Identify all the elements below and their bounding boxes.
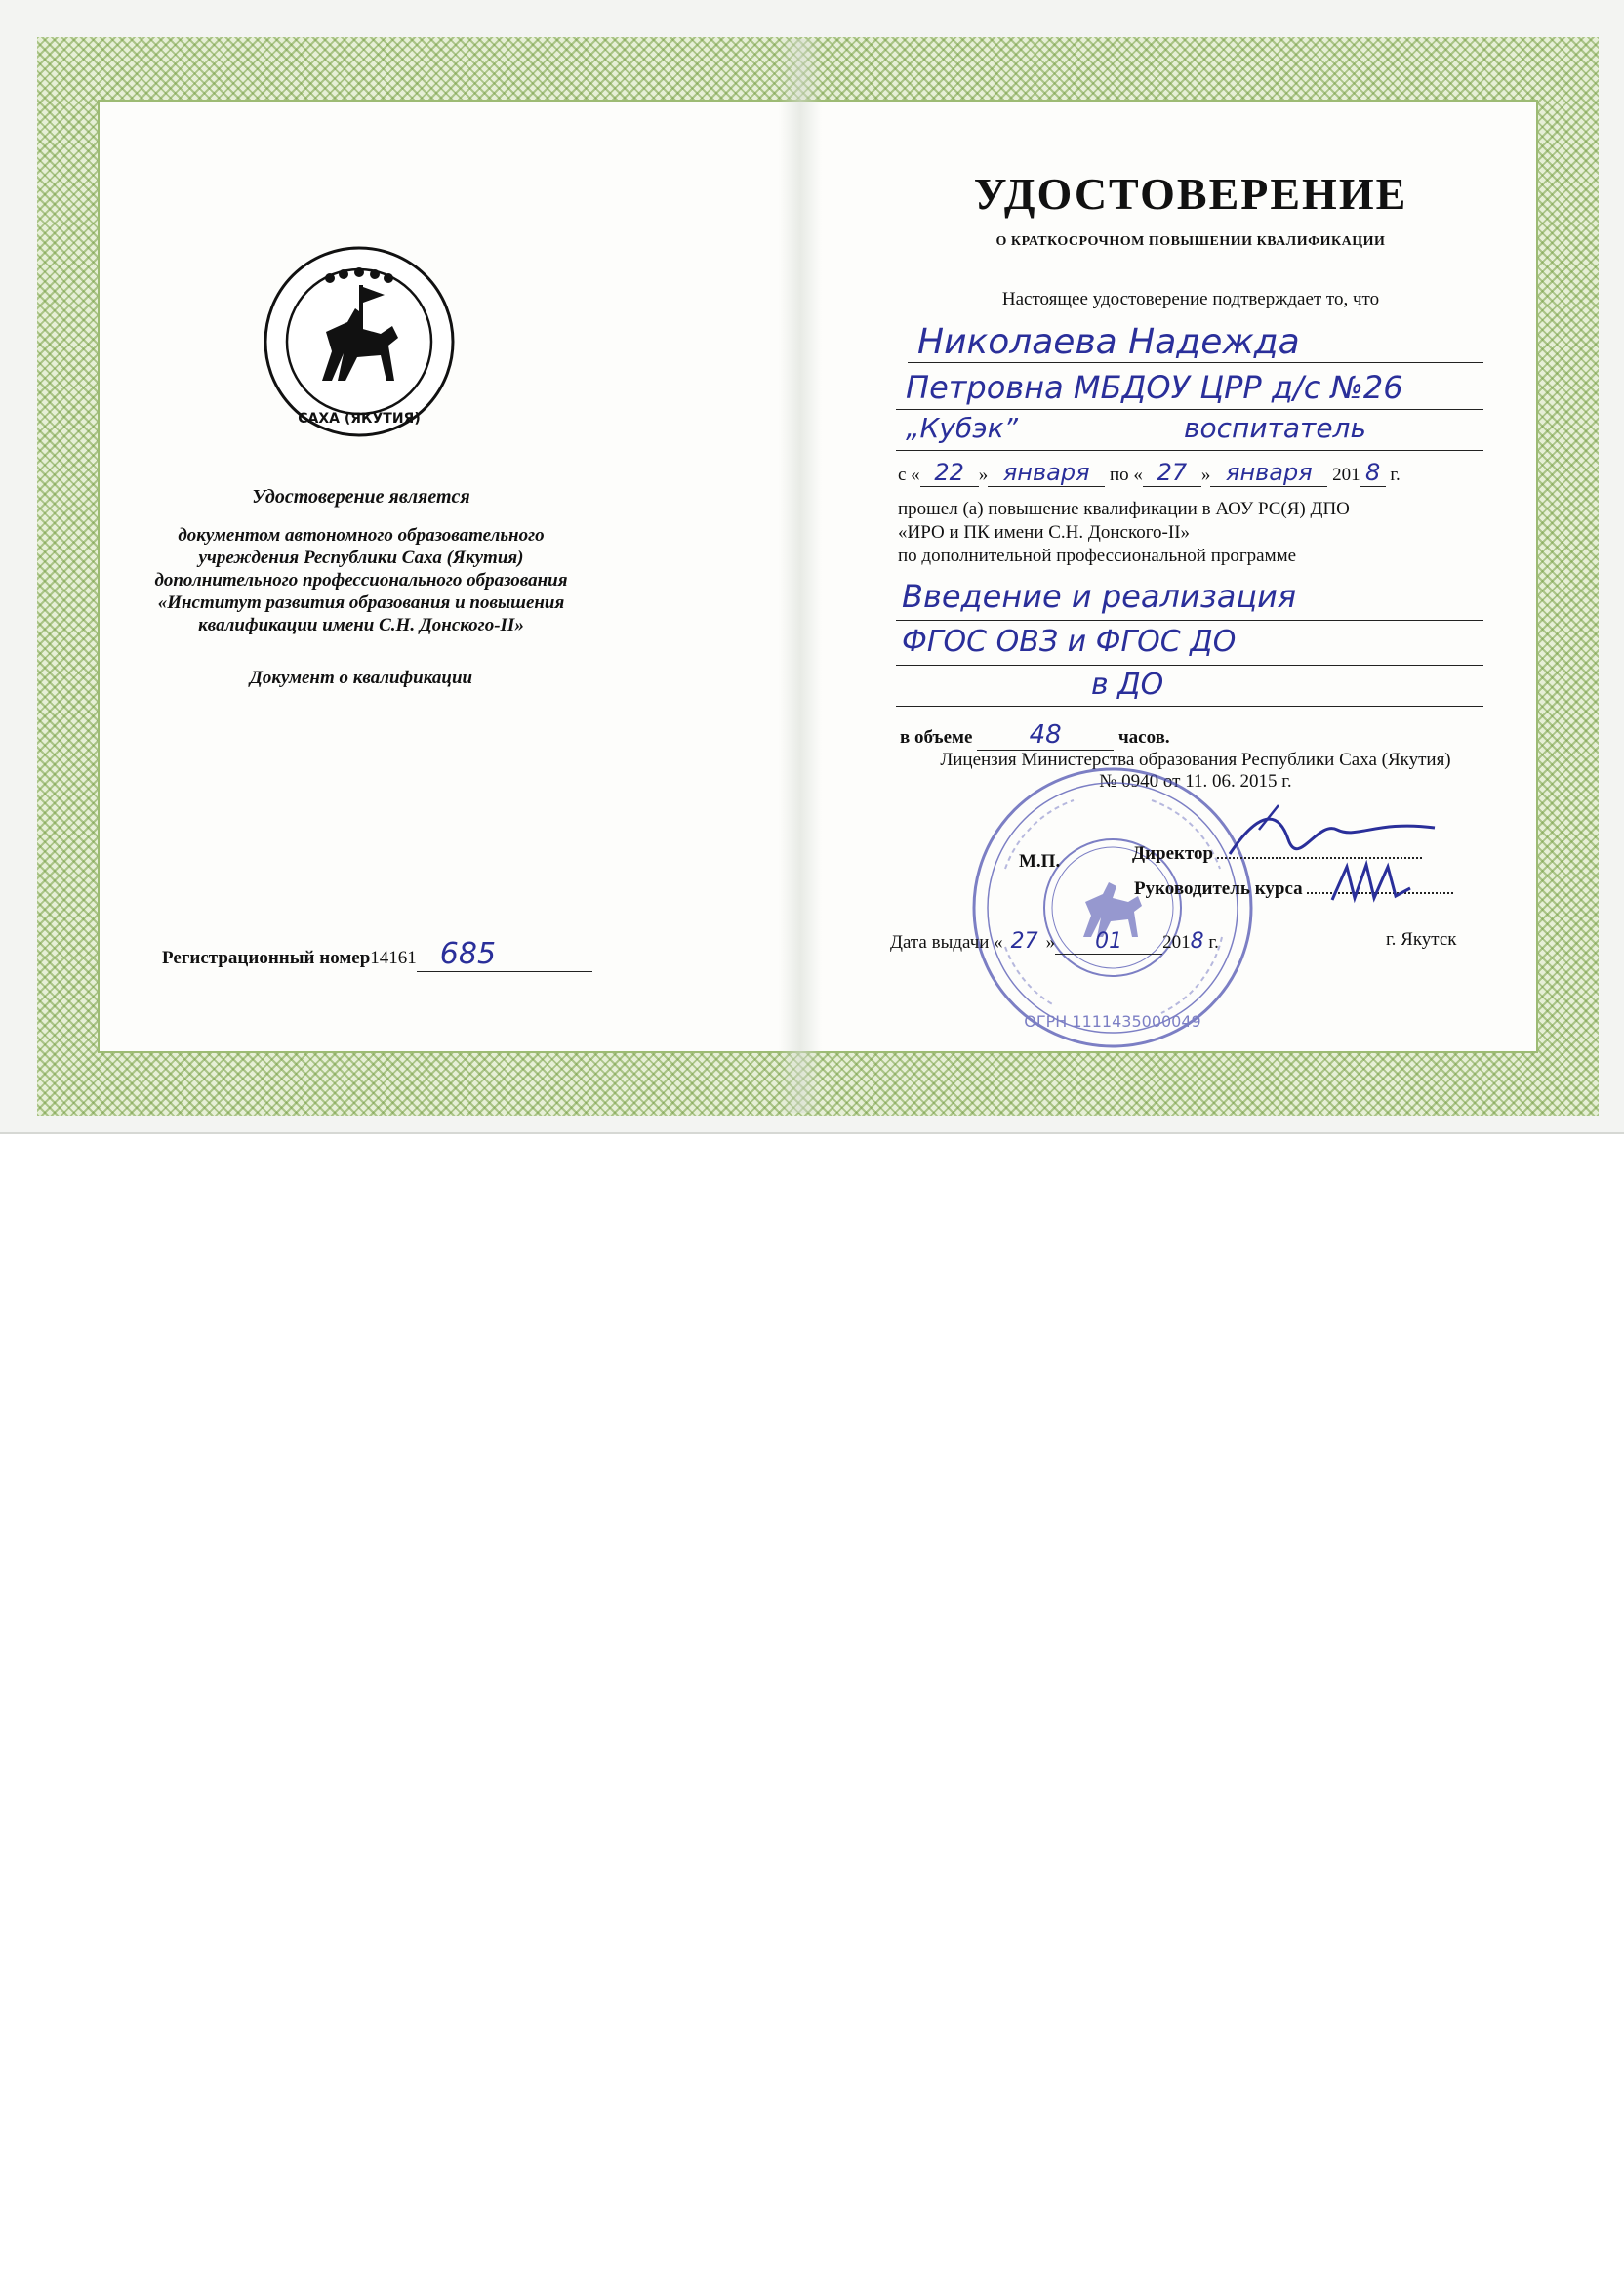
course-volume xyxy=(900,720,1505,751)
date-quote: » xyxy=(978,465,989,485)
issue-day: 27 xyxy=(1010,929,1038,954)
issue-year-digit: 8 xyxy=(1190,929,1204,954)
registration-label: Регистрационный номер xyxy=(162,948,371,968)
date-quote: » xyxy=(1200,465,1211,485)
date-from-month: января xyxy=(988,459,1105,487)
left-line: дополнительного профессионального образования xyxy=(154,570,568,591)
director-label: Директор xyxy=(1132,843,1214,864)
mp-label: М.П. xyxy=(1019,851,1061,872)
emblem-text: САХА (ЯКУТИЯ) xyxy=(298,411,421,427)
name-line-1: Николаева Надежда xyxy=(908,322,1483,363)
volume-suffix: часов. xyxy=(1117,727,1170,748)
issue-month: 01 xyxy=(1055,929,1162,955)
program-line-3: в ДО xyxy=(896,668,1483,707)
date-to-month: января xyxy=(1210,459,1327,487)
program-line-1: Введение и реализация xyxy=(896,578,1483,621)
issue-year-suffix: г. xyxy=(1208,932,1219,953)
left-statement xyxy=(137,486,586,636)
name-line-3 xyxy=(896,412,1483,451)
volume-hours: 48 xyxy=(977,720,1114,751)
certificate-title: УДОСТОВЕРЕНИЕ xyxy=(973,169,1408,219)
date-from-day: 22 xyxy=(920,459,979,487)
year-prefix: 201 xyxy=(1332,465,1360,485)
program-line-2: ФГОС ОВЗ и ФГОС ДО xyxy=(896,625,1483,666)
registration-handwritten: 685 xyxy=(417,937,592,972)
volume-label: в объеме xyxy=(900,727,973,748)
qualification-document-label: Документ о квалификации xyxy=(249,668,473,688)
passed-line: по дополнительной профессиональной программе xyxy=(898,546,1297,566)
official-stamp-icon xyxy=(966,761,1259,1054)
date-to-label: по « xyxy=(1109,465,1143,485)
passed-statement xyxy=(898,498,1503,568)
name-line-3-left: „Кубэк” xyxy=(906,412,1019,444)
confirm-text: Настоящее удостоверение подтверждает то, что xyxy=(1001,289,1380,309)
left-lead: Удостоверение является xyxy=(252,486,470,508)
left-line: «Институт развития образования и повышения xyxy=(157,592,565,613)
issue-quote: » xyxy=(1045,932,1056,953)
course-head-label: Руководитель курса xyxy=(1134,878,1303,899)
name-line-3-right: воспитатель xyxy=(1184,412,1366,444)
certificate-subtitle: О КРАТКОСРОЧНОМ ПОВЫШЕНИИ КВАЛИФИКАЦИИ xyxy=(995,234,1386,249)
license-line-2: № 0940 от 11. 06. 2015 г. xyxy=(1099,771,1292,792)
fold-line xyxy=(779,39,822,1113)
registration-number xyxy=(162,937,621,972)
date-from-label: с « xyxy=(898,465,920,485)
yakutia-emblem-icon xyxy=(262,244,457,439)
course-head-signature-line xyxy=(1134,878,1505,900)
stamp-text: ОГРН 1111435000049 xyxy=(1024,1012,1201,1031)
license-line-1: Лицензия Министерства образования Республики Саха (Якутия) xyxy=(940,750,1451,770)
issue-date xyxy=(890,929,1280,955)
left-line: документом автономного образовательного xyxy=(178,525,545,546)
issue-city: г. Якутск xyxy=(1386,929,1457,950)
issue-year-prefix: 201 xyxy=(1162,932,1191,953)
passed-line: «ИРО и ПК имени С.Н. Донского-II» xyxy=(898,522,1191,543)
date-to-day: 27 xyxy=(1143,459,1201,487)
course-dates xyxy=(898,459,1493,487)
course-head-signature-icon xyxy=(1327,859,1415,908)
year-suffix: г. xyxy=(1390,465,1401,485)
scan-edge xyxy=(0,1132,1624,1134)
issue-date-label: Дата выдачи « xyxy=(890,932,1003,953)
left-line: квалификации имени С.Н. Донского-II» xyxy=(198,615,524,635)
registration-prefix: 14161 xyxy=(370,948,417,968)
passed-line: прошел (а) повышение квалификации в АОУ РС(Я) ДПО xyxy=(898,499,1350,519)
year-digit: 8 xyxy=(1360,459,1386,487)
name-line-2: Петровна МБДОУ ЦРР д/с №26 xyxy=(896,369,1483,410)
left-line: учреждения Республики Саха (Якутия) xyxy=(198,548,524,568)
